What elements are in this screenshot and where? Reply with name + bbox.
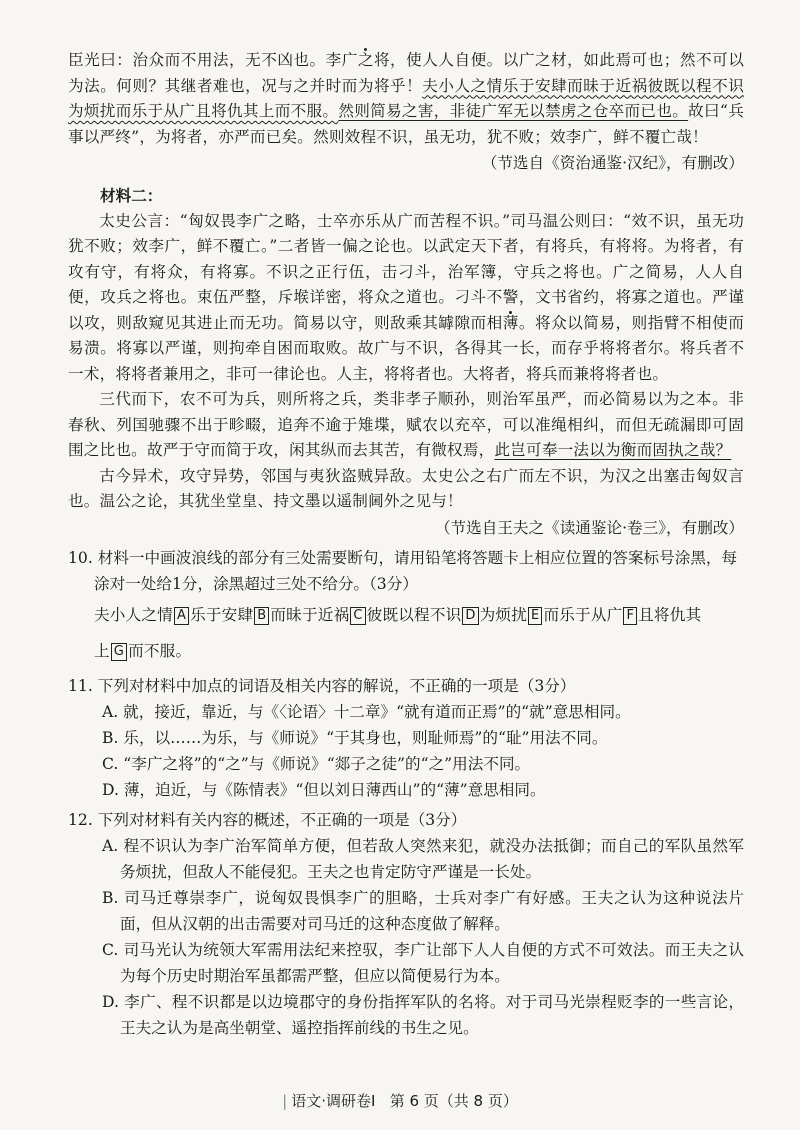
option-box-c[interactable]: C (350, 607, 365, 625)
option-box-a[interactable]: A (174, 607, 189, 625)
question-12-option-d[interactable]: D. 李广、程不识都是以边境郡守的身份指挥军队的名将。对于司马光崇程贬李的一些言论，王夫之认为是高坐朝堂、遥控指挥前线的书生之见。 (102, 993, 744, 1037)
question-12-option-b[interactable]: B. 司马迁尊崇李广，说匈奴畏惧李广的胆略，士兵对李广有好感。王夫之认为这种说法片面，但从汉朝的出击需要对司马迁的这种态度做了解释。 (102, 889, 744, 933)
question-11-option-a[interactable]: A. 就，接近，靠近，与《〈论语〉十二章》“就有道而正焉”的“就”意思相同。 (102, 703, 631, 721)
material1-source: （节选自《资治通鉴·汉纪》，有删改） (481, 154, 744, 172)
material1-text-2: 将，使人人自便。以广之材，如此焉可也；然不可以为法。何则？其继者难也，况与之并时而为将乎！ (68, 51, 744, 95)
material2-text-2: 。将众以简易，则指臂不相使而易溃。将寡以严谨，则拘牵自困而取败。故广与不识，各得其一长，而存乎将将者尔。将兵者不一术，将将者兼用之，非可一律论也。人主，将将者也。大将者，将兵而兼将将者也。 (68, 313, 744, 383)
option-box-e[interactable]: E (528, 607, 542, 625)
material2-source: （节选自王夫之《读通鉴论·卷三》，有删改） (434, 518, 744, 537)
question-12-option-c[interactable]: C. 司马光认为统领大军需用法纪来控驭，李广让部下人人自便的方式不可效法。而王夫之认为每个历史时期治军虽都需严整，但应以简便易行为本。 (102, 941, 744, 985)
option-box-d[interactable]: D (462, 607, 478, 625)
question-12-option-a[interactable]: A. 程不识认为李广治军简单方便，但若敌人突然来犯，就没办法抵御；而自己的军队虽然军务烦扰，但敌人不能侵犯。王夫之也肯定防守严谨是一长处。 (102, 837, 744, 881)
material1-text-3: 故曰“兵事以严终”，为将者，亦严而已矣。然则效程不识，虽无功，犹不败；效李广，鲜不覆亡哉！ (68, 102, 744, 146)
question-12-stem: 12. 下列对材料有关内容的概述，不正确的一项是（3分） (68, 811, 467, 829)
question-11-option-c[interactable]: C. “李广之将”的“之”与《师说》“郯子之徒”的“之”用法不同。 (102, 755, 531, 773)
material2-paragraph-2 (68, 387, 744, 464)
segment: 而乐于从广 (543, 606, 623, 624)
material2-paragraph-3: 古今异术，攻守异势，邻国与夷狄盗贼异敌。太史公之右广而左不识，为汉之出塞击匈奴言也。温公之论，其犹坐堂皇、持文墨以遥制阃外之见与！ (68, 466, 744, 510)
segment: 而不服。 (128, 642, 192, 660)
footer-divider-icon: | (282, 1092, 288, 1110)
material2-paragraph-1 (68, 209, 744, 388)
segment: 乐于安肆 (190, 606, 254, 624)
underlined-sentence-2: 此岂可奉一法以为衡而固执之哉？ (494, 441, 732, 459)
question-10-stem: 10. 材料一中画波浪线的部分有三处需要断句，请用铅笔将答题卡上相应位置的答案标号涂黑，每涂对一处给1分，涂黑超过三处不给分。（3分） (68, 549, 738, 593)
wavy-underlined-sentence: 夫小人之情乐于安肆而昧于近祸彼既以程不识为烦扰而乐于从广且将仇其上而不服。 (68, 76, 744, 120)
option-box-g[interactable]: G (111, 643, 127, 661)
footer-subject: 语文·调研卷Ⅰ (291, 1092, 376, 1110)
material2-text-3: 三代而下，农不可为兵，则所将之兵，类非孝子顺孙，则治军虽严，而必简易以为之本。非春秋、列国驰骤不出于畛畷，追奔不逾于雉堞，赋农以充卒，可以准绳相纠，而但无疏漏即可固围之比也。故严于守而简于攻，闲其纵而去其苦，有微权焉， (68, 390, 744, 459)
material2-title: 材料二： (100, 186, 163, 205)
question-11-option-b[interactable]: B. 乐，以……为乐，与《师说》“于其身也，则耻师焉”的“耻”用法不同。 (102, 729, 608, 747)
question-11-option-d[interactable]: D. 薄，迫近，与《陈情表》“但以刘日薄西山”的“薄”意思相同。 (102, 781, 546, 799)
dotted-word-bo: 薄 (502, 313, 519, 332)
material1-text-1: 臣光曰：治众而不用法，无不凶也。李广 (68, 51, 358, 69)
segment: 夫小人之情 (94, 606, 173, 624)
segment: 为烦扰 (479, 606, 528, 624)
option-box-f[interactable]: F (623, 607, 637, 625)
footer-page-number: 第 6 页（共 8 页） (389, 1092, 518, 1110)
question-11-stem: 11. 下列对材料中加点的词语及相关内容的解说，不正确的一项是（3分） (68, 677, 576, 695)
segment: 而昧于近祸 (270, 606, 350, 624)
page-footer (0, 1090, 800, 1111)
option-box-b[interactable]: B (254, 607, 269, 625)
question-10-sentence (68, 597, 744, 669)
underlined-sentence-1: 然则简易之害，非徒广军无以禁虏之仓卒而已也。 (338, 102, 689, 120)
segment: 且将仇其 (638, 606, 702, 624)
dotted-word-zhi: 之 (357, 51, 374, 69)
segment: 彼既以程不识 (366, 606, 462, 624)
material1-paragraph (68, 48, 744, 150)
material2-text-1: 太史公言：“匈奴畏李广之略，士卒亦乐从广而苦程不识。”司马温公则曰：“效不识，虽无功犹不败；效李广，鲜不覆亡。”二者皆一偏之论也。以武定天下者，有将兵，有将将。为将者，有攻有守，有将众，有将寡。不识之正行伍，击刁斗，治军簿，守兵之将也。广之简易，人人自便，攻兵之将也。束伍严整，斥堠详密，将众之道也。刁斗不警，文书省约，将寡之道也。严谨以攻，则敌窥见其进止而无功。简易以守，则敌乘其罅隙而相 (68, 211, 744, 332)
segment: 上 (94, 642, 110, 660)
